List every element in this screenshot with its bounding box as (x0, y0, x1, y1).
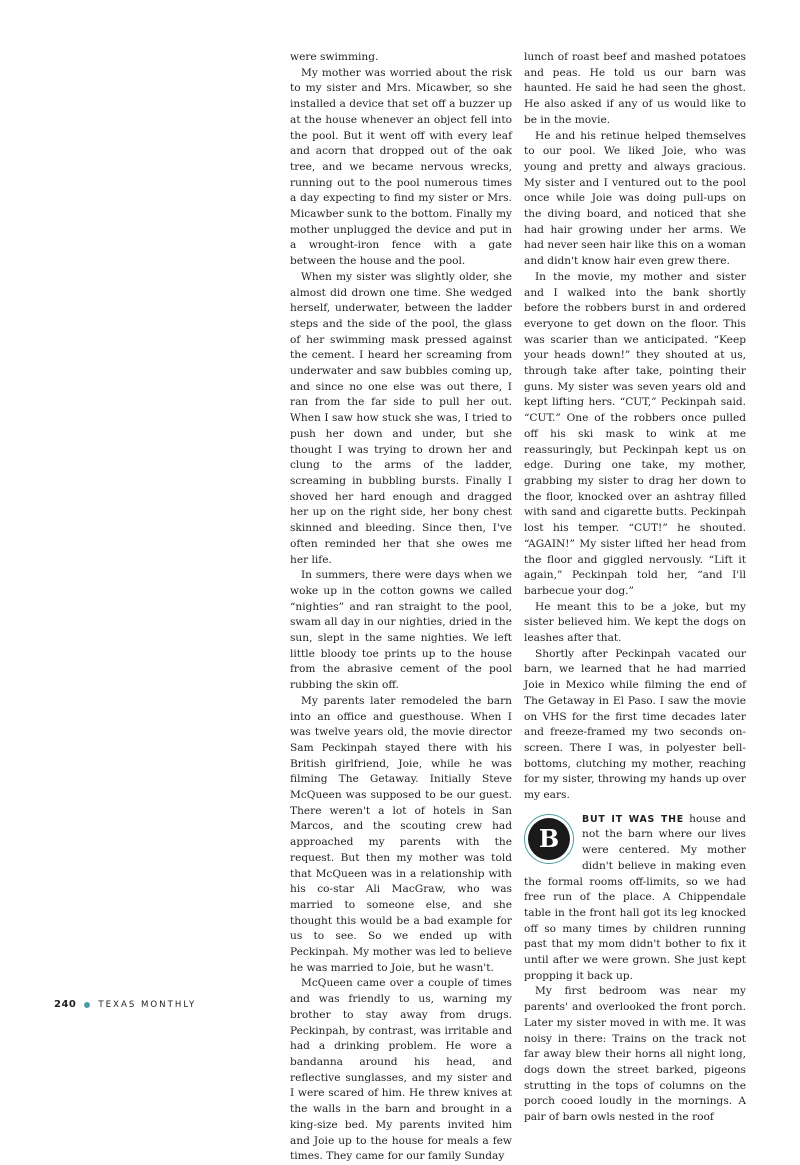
magazine-name: TEXAS MONTHLY (98, 999, 197, 1010)
dropcap-badge (524, 814, 574, 864)
dropcap-letter: B (528, 818, 570, 860)
paragraph: He meant this to be a joke, but my sister believed him. We kept the dogs on leashes after that. (524, 600, 746, 645)
right-column (524, 50, 746, 1126)
left-column (290, 50, 512, 1165)
page-footer (54, 999, 196, 1010)
lead-in: BUT IT WAS THE (582, 813, 684, 825)
page-number: 240 (54, 999, 77, 1010)
paragraph: He and his retinue helped themselves to our pool. We liked Joie, who was young and pretty and always gracious. My sister and I ventured out to the pool once while Joie was doing pull-ups on the diving board, and noticed that she had hair growing under her arms. We had never seen hair like this on a woman and didn't know hair even grew there. (524, 129, 746, 268)
paragraph: lunch of roast beef and mashed potatoes and peas. He told us our barn was haunted. He said he had seen the ghost. He also asked if any of us would like to be in the movie. (524, 51, 746, 126)
paragraph: My parents later remodeled the barn into an office and guesthouse. When I was twelve years old, the movie director Sam Peckinpah stayed there with his British girlfriend, Joie, while he was filming The Getaway. Initially Steve McQueen was supposed to be our guest. There weren't a lot of hotels in San Marcos, and the scouting crew had approached my parents with the request. But then my mother was told that McQueen was in a relationship with his co-star Ali MacGraw, who was married to someone else, and she thought this would be a bad example for us to see. So we ended up with Peckinpah. My mother was led to believe he was married to Joie, but he wasn't. (290, 694, 512, 974)
paragraph: In summers, there were days when we woke up in the cotton gowns we called “nighties” and ran straight to the pool, swam all day in our nighties, dried in the sun, slept in the same nighties. We left little bloody toe prints up to the house from the abrasive cement of the pool rubbing the skin off. (290, 569, 512, 692)
dropcap-body: house and not the barn where our lives were centered. My mother didn't believe in making even the formal rooms off-limits, so we had free run of the place. A Chippendale table in the front hall got its leg knocked off so many times by children running past that my mom didn't bother to fix it until after we were grown. She just kept propping it back up. (524, 812, 746, 982)
paragraph: Shortly after Peckinpah vacated our barn, we learned that he had married Joie in Mexico while filming the end of The Getaway in El Paso. I saw the movie on VHS for the first time decades later and freeze-framed my two seconds on-screen. There I was, in polyester bell-bottoms, clutching my mother, reaching for my sister, throwing my hands up over my ears. (524, 647, 746, 802)
paragraph: McQueen came over a couple of times and was friendly to us, warning my brother to stay away from drugs. Peckinpah, by contrast, was irritable and had a drinking problem. He wore a bandanna around his head, and reflective sunglasses, and my sister and I were scared of him. He threw knives at the walls in the barn and brought in a king-size bed. My parents invited him and Joie up to the house for meals a few times. They came for our family Sunday (290, 977, 512, 1163)
paragraph: My first bedroom was near my parents' and overlooked the front porch. Later my sister moved in with me. It was noisy in there: Trains on the track not far away blew their horns all night long, dogs down the street barked, pigeons strutting in the tops of columns on the porch cooed loudly in the mornings. A pair of barn owls nested in the roof (524, 985, 746, 1124)
paragraph: were swimming. (290, 51, 379, 63)
paragraph: My mother was worried about the risk to my sister and Mrs. Micawber, so she installed a device that set off a buzzer up at the house whenever an object fell into the pool. But it went off with every leaf and acorn that dropped out of the oak tree, and we became nervous wrecks, running out to the pool numerous times a day expecting to find my sister or Mrs. Micawber sunk to the bottom. Finally my mother unplugged the device and put in a wrought-iron fence with a gate between the house and the pool. (290, 66, 512, 268)
bullet-dot-icon (84, 1002, 90, 1008)
section-break (524, 812, 746, 985)
paragraph: When my sister was slightly older, she almost did drown one time. She wedged herself, underwater, between the ladder steps and the side of the pool, the glass of her swimming mask pressed against the cement. I heard her screaming from underwater and saw bubbles coming up, and since no one else was out there, I ran from the far side to pull her out. When I saw how stuck she was, I tried to push her down and under, but she thought I was trying to drown her and clung to the arms of the ladder, screaming in bubbling bursts. Finally I shoved her hard enough and dragged her up on the right side, her bony chest skinned and bleeding. Since then, I've often reminded her that she owes me her life. (290, 270, 512, 566)
paragraph: In the movie, my mother and sister and I walked into the bank shortly before the robbers burst in and ordered everyone to get down on the floor. This was scarier than we anticipated. “Keep your heads down!” they shouted at us, through take after take, pointing their guns. My sister was seven years old and kept lifting hers. “CUT,” Peckinpah said. “CUT.” One of the robbers once pulled off his ski mask to wink at me reassuringly, but Peckinpah kept us on edge. During one take, my mother, grabbing my sister to drag her down to the floor, knocked over an ashtray filled with sand and cigarette butts. Peckinpah lost his temper. “CUT!” he shouted. “AGAIN!” My sister lifted her head from the floor and giggled nervously. “Lift it again,” Peckinpah told her, “and I'll barbecue your dog.” (524, 270, 746, 597)
